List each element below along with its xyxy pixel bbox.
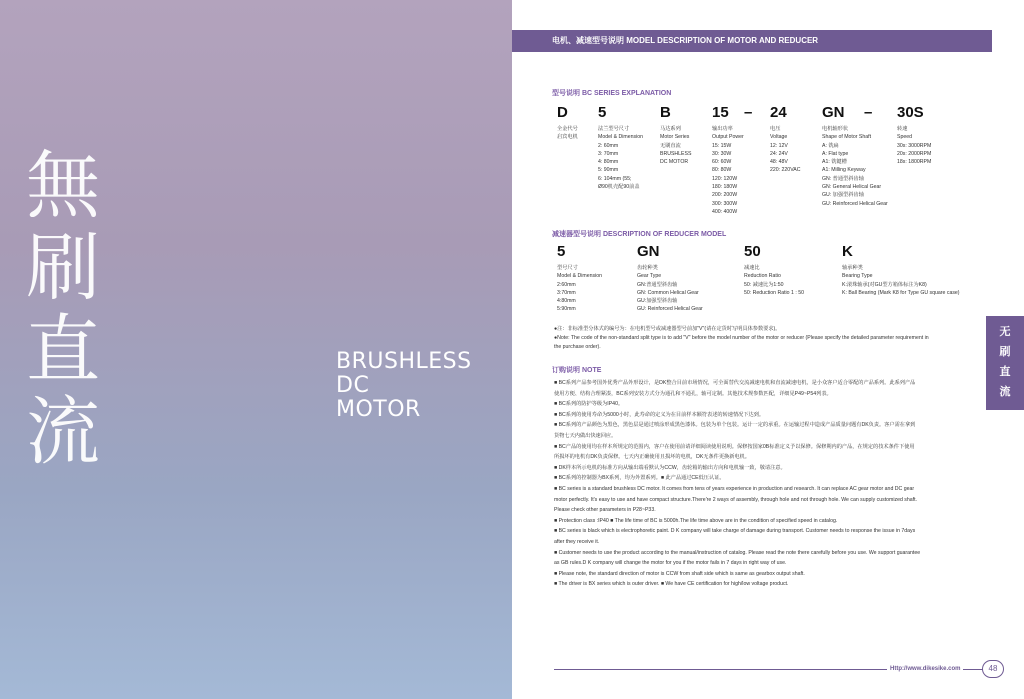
code-d: D bbox=[557, 104, 568, 121]
english-title bbox=[336, 350, 472, 422]
col-text: BRUSHLESS bbox=[660, 150, 692, 157]
split-type-remark bbox=[554, 325, 929, 352]
title-char: 流 bbox=[26, 389, 100, 475]
col-text: Shape of Motor Shaft bbox=[822, 134, 872, 141]
catalog-page bbox=[512, 0, 1024, 699]
col-text: 电机轴形状 bbox=[822, 126, 848, 132]
col-text: 无刷直流 bbox=[660, 142, 681, 149]
reducer-column-1 bbox=[557, 264, 602, 314]
col-text: 30: 30W bbox=[712, 150, 732, 157]
col-text: 3:70mm bbox=[557, 289, 576, 296]
remark-line: ●注：非标准型分体式的编号为：在电机型号或减速器型号前加"V"(请在定货时写明具体参数要求)。 bbox=[554, 326, 781, 332]
col-text: K:滚珠轴承(对GU型方箱体标注为K8) bbox=[842, 281, 927, 288]
col-text: 180: 180W bbox=[712, 184, 738, 191]
note-line: ■ Customer needs to use the product according to the manual/instruction of catalog. Please read the note there carefully before you use. We support guarantee bbox=[554, 549, 921, 556]
note-line: ■ Please note, the standard direction of motor is CCW from shaft side which is same as gearbox output shaft. bbox=[554, 570, 805, 577]
remark-line: the purchase order). bbox=[554, 344, 601, 350]
reducer-code-bearing: K bbox=[842, 243, 853, 260]
col-text: Voltage bbox=[770, 134, 788, 141]
page-header bbox=[512, 30, 992, 52]
col-text: Ø90机壳配90前盖 bbox=[598, 184, 640, 191]
col-text: Model & Dimension bbox=[557, 273, 602, 280]
col-text: 30s: 3000RPM bbox=[897, 142, 932, 149]
tab-char: 直 bbox=[999, 366, 1011, 378]
reducer-column-2 bbox=[637, 264, 703, 314]
col-text: 轴承种类 bbox=[842, 265, 863, 271]
col-text: 24: 24V bbox=[770, 150, 788, 157]
note-line: ■ BC系列的产品颜色为黑色，黑色层是通过喷涂形成黑色漆体。包装为单个包装。运计一定的承重。在运输过程中造成产品质量问题有DK负责。客户需在拿到 bbox=[554, 422, 916, 429]
bc-section-title: 型号说明 BC SERIES EXPLANATION bbox=[552, 90, 672, 97]
note-line: ■ BC series is black which is electrophoretic paint. D K company will take charge of damage during transport. Customer needs to response the issue in 7days bbox=[554, 528, 916, 535]
page-header-title: 电机、减速型号说明 MODEL DESCRIPTION OF MOTOR AND REDUCER bbox=[552, 36, 819, 45]
col-text: DC MOTOR bbox=[660, 159, 689, 166]
col-text: Speed bbox=[897, 134, 913, 141]
col-text: 型号尺寸 bbox=[557, 265, 578, 271]
note-line: motor perfectly. It's easy to use and have compact structure.There're 2 ways of assembly, through hole and not through hole. We can supply customized shaft. bbox=[554, 496, 917, 503]
col-text: 齿轮种类 bbox=[637, 265, 658, 271]
note-line: ■ DK样本所示电机的标准方向从输出端看默认为CCW，齿轮箱的输出方向和电机输一致，敬请注意。 bbox=[554, 464, 786, 471]
col-text: 法兰型号尺寸 bbox=[598, 126, 630, 132]
col-text: GU: Reinforced Helical Gear bbox=[637, 306, 703, 313]
col-text: 300: 300W bbox=[712, 200, 738, 207]
reducer-code-dimension: 5 bbox=[557, 243, 566, 260]
col-text: 2:60mm bbox=[557, 281, 576, 288]
side-chapter-tab bbox=[986, 316, 1024, 410]
col-text: 2: 60mm bbox=[598, 142, 619, 149]
col-text: 120: 120W bbox=[712, 175, 738, 182]
col-text: 80: 80W bbox=[712, 167, 732, 174]
col-text: 电压 bbox=[770, 126, 781, 132]
col-text: Gear Type bbox=[637, 273, 662, 280]
bc-column-5 bbox=[770, 125, 800, 175]
col-text: 60: 60W bbox=[712, 159, 732, 166]
remark-line: ●Note: The code of the non-standard split type is to add "V" before the model number of the motor or reducer (Please specify the detailed parameter requirement in bbox=[554, 335, 929, 341]
code-dash: – bbox=[744, 104, 753, 121]
bc-column-2 bbox=[598, 125, 643, 191]
col-text: 4:80mm bbox=[557, 298, 576, 305]
col-text: A1: Milling Keyway bbox=[822, 167, 866, 174]
bc-column-7 bbox=[897, 125, 931, 166]
page-number: 48 bbox=[982, 660, 1004, 678]
chinese-vertical-title bbox=[18, 145, 108, 473]
col-text: Reduction Ratio bbox=[744, 273, 781, 280]
code-dash: – bbox=[864, 104, 873, 121]
col-text: 50: Reduction Ratio 1 : 50 bbox=[744, 289, 804, 296]
col-text: 18s: 1800RPM bbox=[897, 159, 932, 166]
title-char: 無 bbox=[26, 143, 100, 229]
note-line: ■ BC系列产品参考国外优秀产品外形设计，是DK整合目前市场情况，可全面替代交流减速电机和直流减速电机，是小众客户适合零配的产品系列。此系列产品 bbox=[554, 380, 916, 386]
notes-list bbox=[554, 378, 974, 590]
note-line: ■ BC产品的使用均在样本所规定的范围内，客户在使用前请详细阅读使用说明。保修按国家0B标准定义予以保修。保修期内的产品，在规定的技术条件下使用 bbox=[554, 443, 915, 450]
title-char: 刷 bbox=[26, 225, 100, 311]
col-text: Output Power bbox=[712, 134, 744, 141]
bc-column-6 bbox=[822, 125, 888, 208]
col-text: Bearing Type bbox=[842, 273, 873, 280]
col-text: GU: Reinforced Helical Gear bbox=[822, 200, 888, 207]
col-text: GU: 加强型斜齿轴 bbox=[822, 192, 864, 199]
notes-section-title: 订购说明 NOTE bbox=[552, 367, 602, 374]
col-text: 20s: 2000RPM bbox=[897, 150, 932, 157]
col-text: 减速比 bbox=[744, 265, 760, 271]
col-text: 15: 15W bbox=[712, 142, 732, 149]
code-speed: 30S bbox=[897, 104, 924, 121]
col-text: 200: 200W bbox=[712, 192, 738, 199]
tab-char: 无 bbox=[999, 326, 1011, 338]
bc-column-3 bbox=[660, 125, 691, 166]
col-text: GN:普通型斜齿轴 bbox=[637, 281, 678, 288]
col-text: 启宾电机 bbox=[557, 134, 578, 141]
col-text: 5: 90mm bbox=[598, 167, 619, 174]
col-text: GN: Common Helical Gear bbox=[637, 289, 699, 296]
col-text: 转速 bbox=[897, 126, 908, 132]
note-line: after they receive it. bbox=[554, 538, 600, 545]
note-line: ■ Protection class :IP40 ■ The life time of BC is 5000h.The life time above are in the condition of specified speed in catalog. bbox=[554, 517, 838, 524]
col-text: 输出功率 bbox=[712, 126, 733, 132]
note-line: ■ BC series is a standard brushless DC motor. It comes from tens of years experience in production and research. It can replace AC gear motor and DC gear bbox=[554, 485, 915, 492]
code-dimension: 5 bbox=[598, 104, 607, 121]
col-text: 220: 220VAC bbox=[770, 167, 801, 174]
note-line: ■ BC系列的控制器为BX系列，均为外置系列。■ 此产品通过CE低压认证。 bbox=[554, 475, 725, 482]
col-text: 48: 48V bbox=[770, 159, 788, 166]
col-text: A1: 铣键槽 bbox=[822, 159, 847, 166]
col-text: 50: 减速比为1:50 bbox=[744, 281, 784, 288]
col-text: A: 铣扁 bbox=[822, 142, 839, 149]
tab-char: 流 bbox=[999, 386, 1011, 398]
reducer-column-4 bbox=[842, 264, 960, 297]
col-text: 全金代号 bbox=[557, 126, 578, 132]
col-text: 马达系列 bbox=[660, 126, 681, 132]
note-line: 货物七天内做出快速回应。 bbox=[554, 432, 617, 439]
reducer-section-title: 减速器型号说明 DESCRIPTION OF REDUCER MODEL bbox=[552, 231, 727, 238]
title-line: DC bbox=[336, 373, 370, 398]
title-line: BRUSHLESS bbox=[336, 349, 472, 374]
note-line: ■ The driver is BX series which is outer driver. ■ We have CE certification for high/low voltage product. bbox=[554, 581, 789, 588]
code-voltage: 24 bbox=[770, 104, 787, 121]
col-text: 3: 70mm bbox=[598, 150, 619, 157]
col-text: 400: 400W bbox=[712, 208, 738, 215]
reducer-column-3 bbox=[744, 264, 804, 297]
col-text: K: Ball Bearing (Mark K8 for Type GU square case) bbox=[842, 289, 960, 296]
note-line: ■ BC系列的使用寿命为5000小时，此寿命的定义为在目前样本额符表述的转速情况下达到。 bbox=[554, 411, 765, 418]
code-power: 15 bbox=[712, 104, 729, 121]
note-line: 使用方便、结构合理紧凑，BC系列安装方式分为通孔和不通孔，轴可定制。其他技术规参数匹配，详细见P49~P54列表。 bbox=[554, 390, 832, 397]
col-text: GU:加强型斜齿轴 bbox=[637, 298, 678, 305]
note-line: as GB rules.D K company will change the motor for you if the motor fails in 7 days in right way of use. bbox=[554, 560, 787, 567]
title-line: MOTOR bbox=[336, 397, 421, 422]
code-shaft: GN bbox=[822, 104, 845, 121]
footer-website-link[interactable]: Http://www.dikesike.com bbox=[887, 666, 963, 672]
col-text: 5:90mm bbox=[557, 306, 576, 313]
bc-column-1 bbox=[557, 125, 578, 142]
note-line: Please check other parameters in P28~P33. bbox=[554, 507, 656, 514]
col-text: 6: 104mm (55; bbox=[598, 175, 632, 182]
reducer-code-gear: GN bbox=[637, 243, 660, 260]
col-text: 4: 80mm bbox=[598, 159, 619, 166]
col-text: 12: 12V bbox=[770, 142, 788, 149]
col-text: GN: General Helical Gear bbox=[822, 184, 882, 191]
col-text: A: Flat type bbox=[822, 150, 849, 157]
note-line: 所损坏的电机有DK负责保修。七天内正确使用且损坏的电机，DK无条件更换新电机。 bbox=[554, 454, 750, 461]
col-text: Model & Dimension bbox=[598, 134, 643, 141]
code-series: B bbox=[660, 104, 671, 121]
tab-char: 刷 bbox=[999, 346, 1011, 358]
bc-column-4 bbox=[712, 125, 744, 216]
col-text: Motor Series bbox=[660, 134, 690, 141]
col-text: GN: 普通型斜齿轴 bbox=[822, 175, 864, 182]
note-line: ■ BC系列的防护等级为IP40。 bbox=[554, 401, 624, 408]
reducer-code-ratio: 50 bbox=[744, 243, 761, 260]
title-char: 直 bbox=[26, 307, 100, 393]
